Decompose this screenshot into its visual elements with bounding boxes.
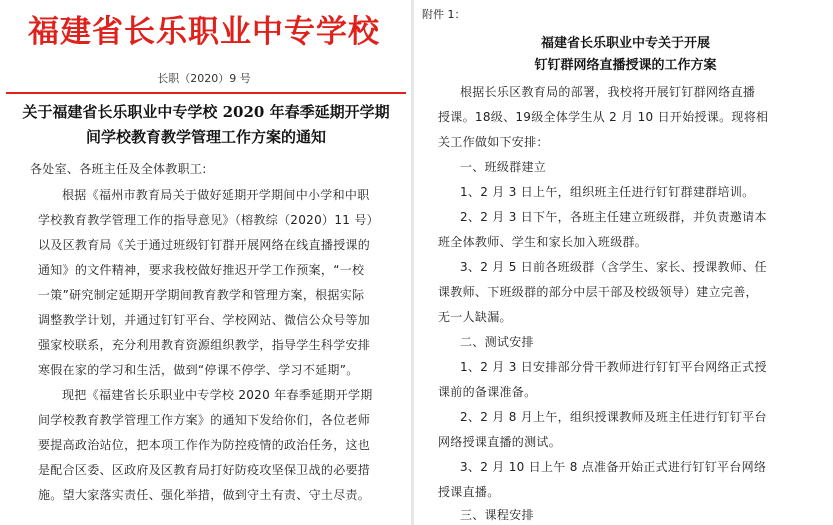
paragraph-line: 强家校联系，充分利用教育资源组织教学，指导学生科学安排 [38,338,371,352]
body-line: 2、2 月 3 日下午，各班主任建立班级群，并负责邀请本 [460,210,767,224]
body-line: 网络授课直播的测试。 [438,435,562,449]
body-line: 根据长乐区教育局的部署，我校将开展钉钉群网络直播 [460,85,756,99]
document-number: 长职（2020）9 号 [157,72,251,85]
paragraph-line: 施。望大家落实责任、强化举措，做到守土有责、守土尽责。 [38,488,371,502]
notice-page [0,0,408,525]
body-line: 班全体教师、学生和家长加入班级群。 [438,235,648,249]
body-line: 无一人缺漏。 [438,310,512,324]
section-heading: 二、测试安排 [460,335,534,349]
salutation: 各处室、各班主任及全体教职工: [30,162,207,176]
red-header-rule [6,92,406,94]
paragraph-line: 调整教学计划，并通过钉钉平台、学校网站、微信公众号等加 [38,313,371,327]
attachment-page [418,0,833,525]
section-heading: 三、课程安排 [460,508,534,522]
body-line: 课教师、下班级群的部分中层干部及校级领导）建立完善， [438,285,758,299]
paragraph-line: 根据《福州市教育局关于做好延期开学期间中小学和中职 [62,188,370,202]
notice-title-line-2: 间学校教育教学管理工作方案的通知 [85,128,326,146]
body-line: 1、2 月 3 日安排部分骨干教师进行钉钉平台网络正式授 [460,360,767,374]
paragraph-line: 通知》的文件精神，要求我校做好推迟开学工作预案，“一校 [38,263,365,277]
paragraph-line: 间学校教育教学管理工作方案》的通知下发给你们，各位老师 [38,413,371,427]
body-line: 2、2 月 8 月上午，组织授课教师及班主任进行钉钉平台 [460,410,767,424]
attachment-title-line-1: 福建省长乐职业中专关于开展 [540,36,710,51]
paragraph-line: 学校教育教学管理工作的指导意见》（榕教综（2020）11 号） [38,213,379,227]
notice-title-line-1: 关于福建省长乐职业中专学校 2020 年春季延期开学期 [22,103,390,121]
page-divider [411,0,414,525]
body-line: 授课直播。 [438,485,500,499]
paragraph-line: 现把《福建省长乐职业中专学校 2020 年春季延期开学期 [62,388,373,402]
body-line: 3、2 月 5 日前各班级群（含学生、家长、授课教师、任 [460,260,767,274]
paragraph-line: 一策”研究制定延期开学期间教育教学和管理方案，根据实际 [38,288,365,302]
body-line: 授课。18级、19级全体学生从 2 月 10 日开始授课。现将相 [438,110,769,124]
masthead-title: 福建省长乐职业中专学校 [28,14,380,50]
attachment-title-line-2: 钉钉群网络直播授课的工作方案 [534,58,717,73]
section-heading: 一、班级群建立 [460,160,547,174]
paragraph-line: 以及区教育局《关于通过班级钉钉群开展网络在线直播授课的 [38,238,371,252]
paragraph-line: 要提高政治站位，把本项工作作为防控疫情的政治任务，这也 [38,438,371,452]
paragraph-line: 寒假在家的学习和生活，做到“停课不停学、学习不延期”。 [38,363,359,377]
body-line: 关工作做如下安排： [438,135,549,149]
attachment-label: 附件 1： [422,8,466,21]
body-line: 1、2 月 3 日上午，组织班主任进行钉钉群建群培训。 [460,185,755,199]
paragraph-line: 是配合区委、区政府及区教育局打好防疫攻坚保卫战的必要措 [38,463,371,477]
body-line: 3、2 月 10 日上午 8 点准备开始正式进行钉钉平台网络 [460,460,767,474]
body-line: 课前的备课准备。 [438,385,537,399]
